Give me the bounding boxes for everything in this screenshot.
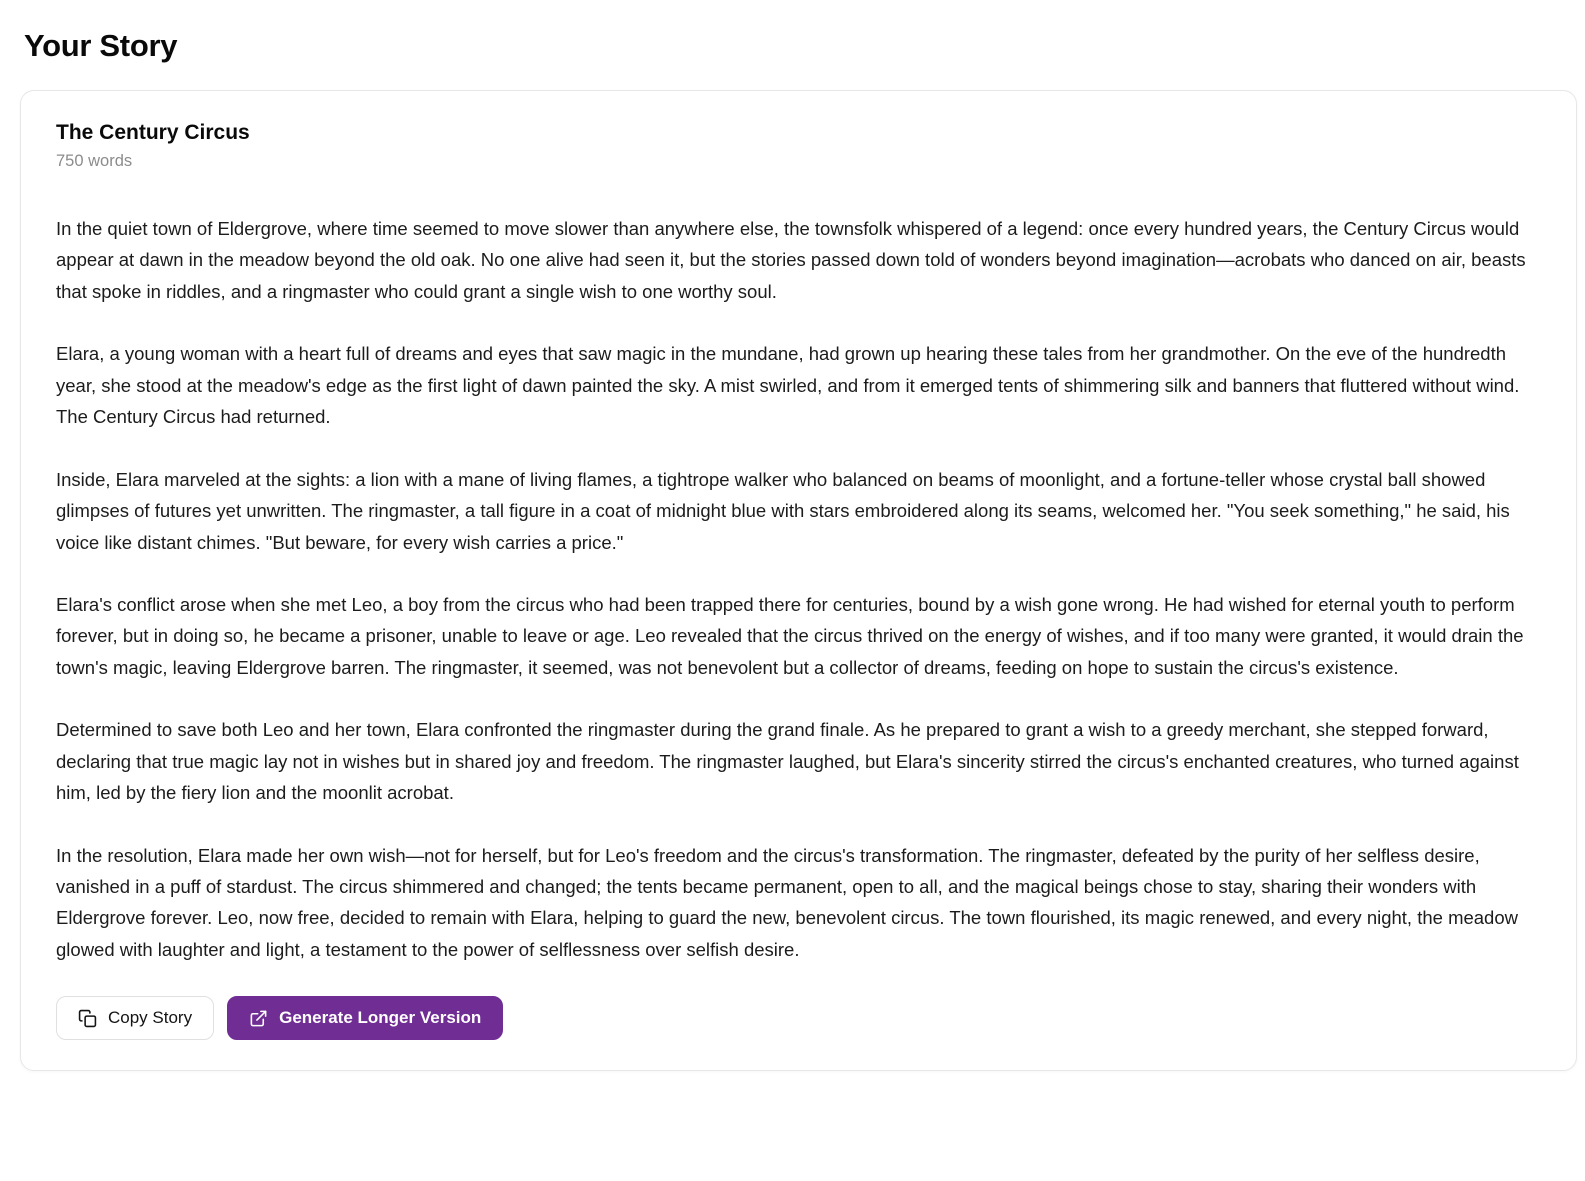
generate-longer-version-button[interactable]: [227, 996, 503, 1040]
story-paragraph: In the resolution, Elara made her own wish—not for herself, but for Leo's freedom and the circus's transformation. The ringmaster, defeated by the purity of her selfless desire, vanished in a puff of stardust. The circus shimmered and changed; the tents became permanent, open to all, and the magical beings chose to stay, sharing their wonders with Eldergrove forever. Leo, now free, decided to remain with Elara, helping to guard the new, benevolent circus. The town flourished, its magic renewed, and every night, the meadow glowed with laughter and light, a testament to the power of selflessness over selfish desire.: [56, 844, 1518, 960]
story-title: The Century Circus: [56, 121, 250, 144]
generate-longer-version-label: Generate Longer Version: [279, 1008, 482, 1028]
copy-story-button[interactable]: [56, 996, 214, 1040]
external-link-icon: [249, 1009, 268, 1028]
story-paragraph: Determined to save both Leo and her town, Elara confronted the ringmaster during the grand finale. As he prepared to grant a wish to a greedy merchant, she stepped forward, declaring that true magic lay not in wishes but in shared joy and freedom. The ringmaster laughed, but Elara's sincerity stirred the circus's enchanted creatures, who turned against him, led by the fiery lion and the moonlit acrobat.: [56, 719, 1519, 804]
story-paragraph: Elara's conflict arose when she met Leo, a boy from the circus who had been trapped there for centuries, bound by a wish gone wrong. He had wished for eternal youth to perform forever, but in doing so, he became a prisoner, unable to leave or age. Leo revealed that the circus thrived on the energy of wishes, and if too many were granted, it would drain the town's magic, leaving Eldergrove barren. The ringmaster, it seemed, was not benevolent but a collector of dreams, feeding on hope to sustain the circus's existence.: [56, 593, 1524, 678]
actions-row: [56, 996, 1541, 1040]
copy-icon: [78, 1009, 97, 1028]
copy-story-label: Copy Story: [108, 1008, 193, 1028]
story-card: [20, 90, 1577, 1071]
page-title: Your Story: [24, 28, 178, 63]
word-count: 750 words: [56, 152, 133, 170]
story-paragraph: Inside, Elara marveled at the sights: a lion with a mane of living flames, a tightrope walker who balanced on beams of moonlight, and a fortune-teller whose crystal ball showed glimpses of futures yet unwritten. The ringmaster, a tall figure in a coat of midnight blue with stars embroidered along its seams, welcomed her. "You seek something," he said, his voice like distant chimes. "But beware, for every wish carries a price.": [56, 468, 1510, 553]
story-paragraph: In the quiet town of Eldergrove, where time seemed to move slower than anywhere else, the townsfolk whispered of a legend: once every hundred years, the Century Circus would appear at dawn in the meadow beyond the old oak. No one alive had seen it, but the stories passed down told of wonders beyond imagination—acrobats who danced on air, beasts that spoke in riddles, and a ringmaster who could grant a single wish to one worthy soul.: [56, 218, 1526, 302]
story-paragraph: Elara, a young woman with a heart full of dreams and eyes that saw magic in the mundane, had grown up hearing these tales from her grandmother. On the eve of the hundredth year, she stood at the meadow's edge as the first light of dawn painted the sky. A mist swirled, and from it emerged tents of shimmering silk and banners that fluttered without wind. The Century Circus had returned.: [56, 343, 1520, 428]
